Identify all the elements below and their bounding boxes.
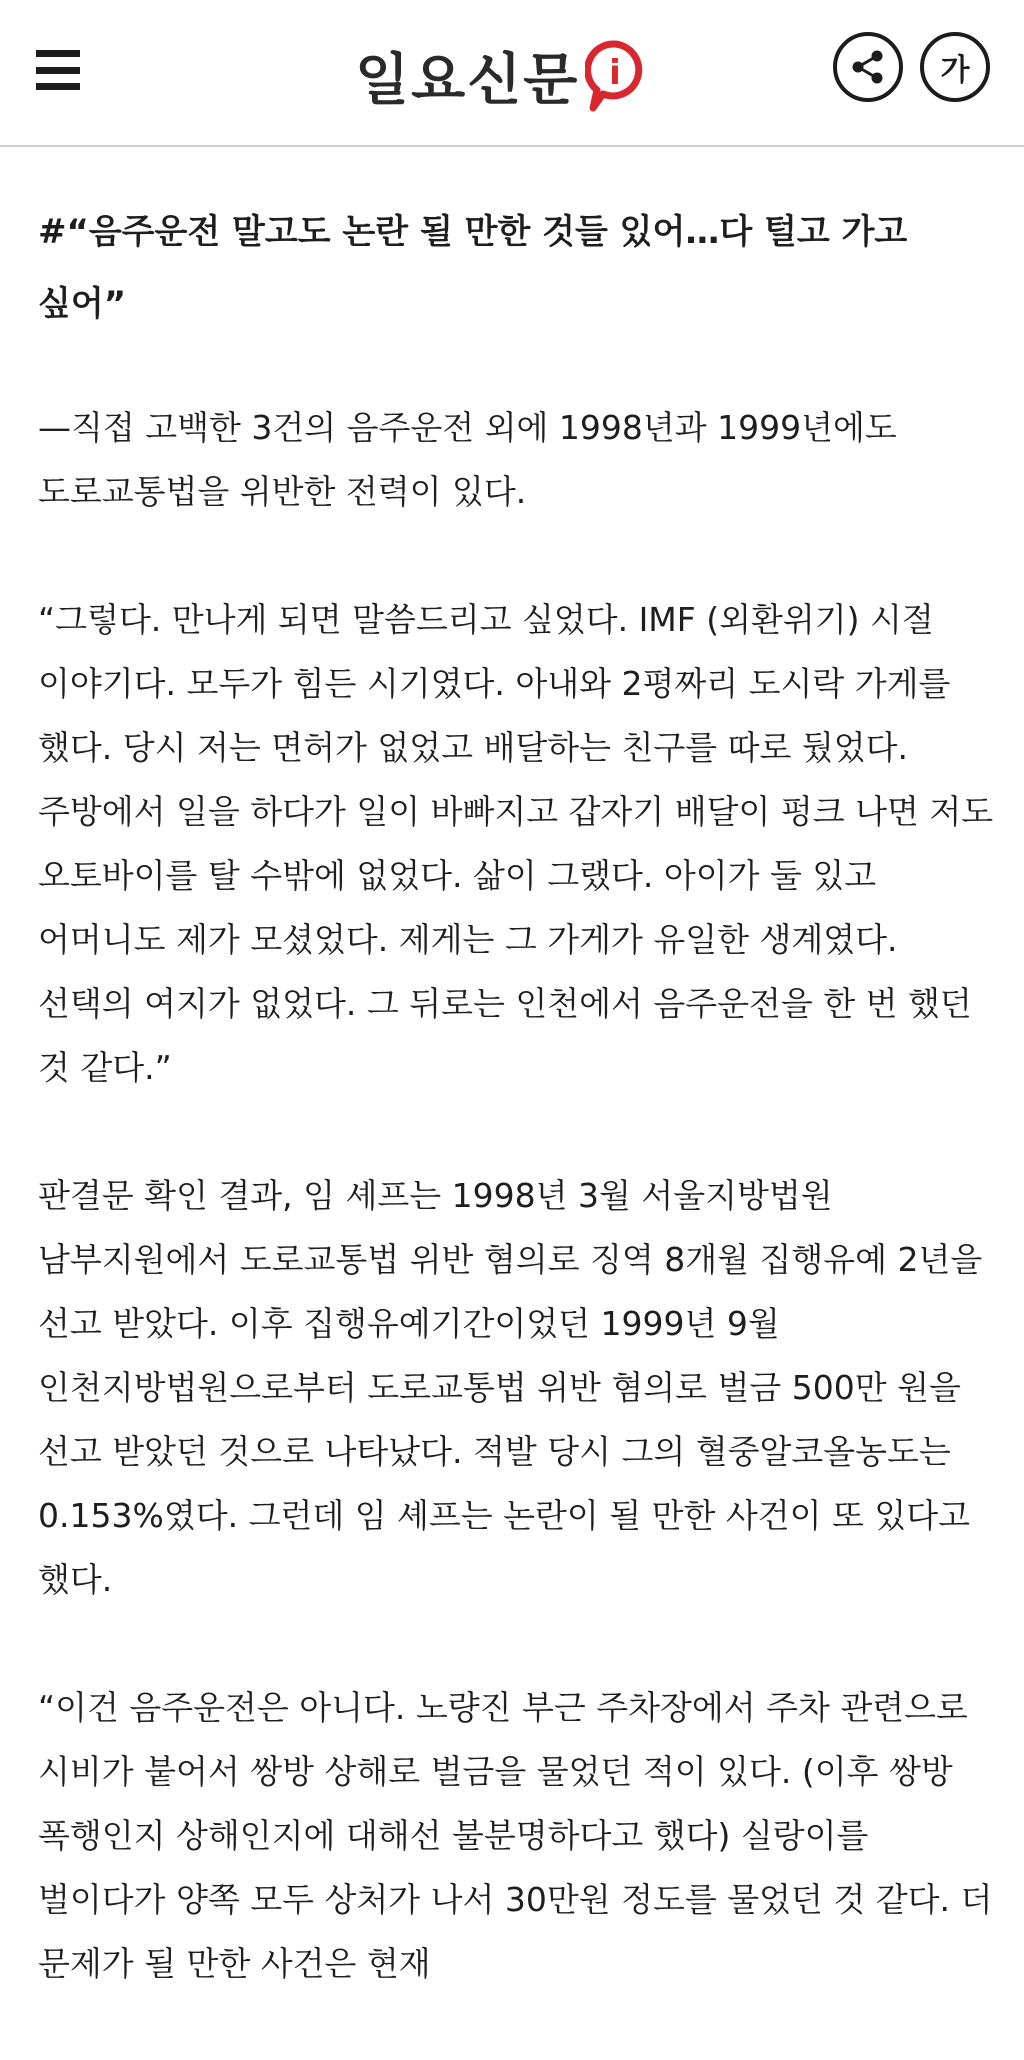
font-size-label: 가 — [940, 53, 970, 88]
logo-i-bubble-icon — [585, 40, 645, 112]
font-size-button[interactable] — [920, 32, 990, 102]
logo-badge-letter: i — [609, 53, 622, 93]
site-logo[interactable] — [355, 36, 645, 116]
share-icon — [849, 48, 887, 86]
logo-text: 일요신문 — [355, 48, 580, 113]
article-subheading: #“음주운전 말고도 논란 될 만한 것들 있어…다 털고 가고 싶어” — [38, 212, 908, 324]
share-button[interactable] — [833, 32, 903, 102]
hamburger-menu-icon[interactable] — [36, 50, 80, 90]
menu-line — [36, 67, 80, 74]
article-body — [38, 196, 998, 2060]
top-header — [0, 0, 1024, 147]
article-paragraph: “이건 음주운전은 아니다. 노량진 부근 주차장에서 주차 관련으로 시비가 붙어서 쌍방 상해로 벌금을 물었던 적이 있다. (이후 쌍방 폭행인지 상해인지에 대해선 불분명하다고 했다) 실랑이를 벌이다가 양쪽 모두 상처가 나서 30만원 정도를 물었던 것 같다. 더 문제가 될 만한 사건은 현재 — [38, 1688, 993, 1983]
article-paragraph: 판결문 확인 결과, 임 셰프는 1998년 3월 서울지방법원 남부지원에서 도로교통법 위반 혐의로 징역 8개월 집행유예 2년을 선고 받았다. 이후 집행유예기간이었던 1999년 9월 인천지방법원으로부터 도로교통법 위반 혐의로 벌금 500만 원을 선고 받았던 것으로 나타났다. 적발 당시 그의 혈중알코올농도는 0.153%였다. 그런데 임 셰프는 논란이 될 만한 사건이 또 있다고 했다. — [38, 1176, 983, 1599]
article-paragraph: “그렇다. 만나게 되면 말씀드리고 싶었다. IMF (외환위기) 시절 이야기다. 모두가 힘든 시기였다. 아내와 2평짜리 도시락 가게를 했다. 당시 저는 면허가 없었고 배달하는 친구를 따로 뒀었다. 주방에서 일을 하다가 일이 바빠지고 갑자기 배달이 펑크 나면 저도 오토바이를 탈 수밖에 없었다. 삶이 그랬다. 아이가 둘 있고 어머니도 제가 모셨었다. 제게는 그 가게가 유일한 생계였다. 선택의 여지가 없었다. 그 뒤로는 인천에서 음주운전을 한 번 했던 것 같다.” — [38, 600, 994, 1087]
article-paragraph: —직접 고백한 3건의 음주운전 외에 1998년과 1999년에도 도로교통법을 위반한 전력이 있다. — [38, 408, 897, 511]
menu-line — [36, 50, 80, 57]
menu-line — [36, 83, 80, 90]
